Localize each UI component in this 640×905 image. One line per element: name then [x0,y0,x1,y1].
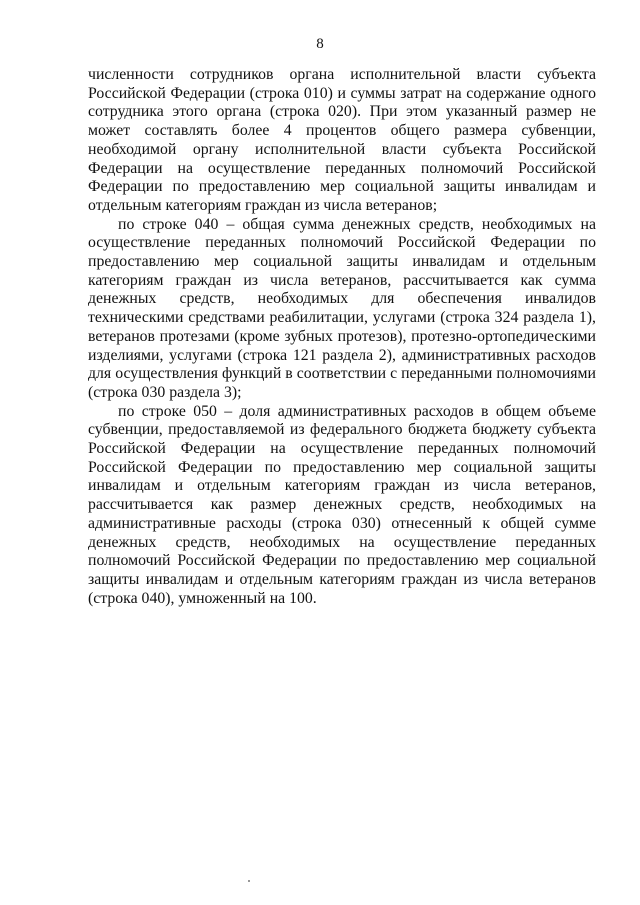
paragraph-line-040: по строке 040 – общая сумма денежных средств, необходимых на осуществление переданных полномочий Российской Федерации по предоставлению мер социальной защиты инвалидам и отдельным категориям граждан из числа ветеранов, рассчитывается как сумма денежных средств, необходимых для обеспечения инвалидов техническими средствами реабилитации, услугами (строка 324 раздела 1), ветеранов протезами (кроме зубных протезов), протезно-ортопедическими изделиями, услугами (строка 121 раздела 2), административных расходов для осуществления функций в соответствии с переданными полномочиями (строка 030 раздела 3); [88,215,596,401]
paragraph-continuation: численности сотрудников органа исполнительной власти субъекта Российской Федерации (строка 010) и суммы затрат на содержание одного сотрудника этого органа (строка 020). При этом указанный размер не может составлять более 4 процентов общего размера субвенции, необходимой органу исполнительной власти субъекта Российской Федерации на осуществление переданных полномочий Российской Федерации по предоставлению мер социальной защиты инвалидам и отдельным категориям граждан из числа ветеранов; [88,66,596,214]
scan-speck [248,880,250,882]
paragraph-line-050: по строке 050 – доля административных расходов в общем объеме субвенции, предоставляемой из федерального бюджета бюджету субъекта Российской Федерации на осуществление переданных полномочий Российской Федерации по предоставлению мер социальной защиты инвалидам и отдельным категориям граждан из числа ветеранов, рассчитывается как размер денежных средств, необходимых на административные расходы (строка 030) отнесенный к общей сумме денежных средств, необходимых на осуществление переданных полномочий Российской Федерации по предоставлению мер социальной защиты инвалидам и отдельным категориям граждан из числа ветеранов (строка 040), умноженный на 100. [88,402,596,607]
document-body [88,66,596,608]
page-number: 8 [316,36,324,52]
